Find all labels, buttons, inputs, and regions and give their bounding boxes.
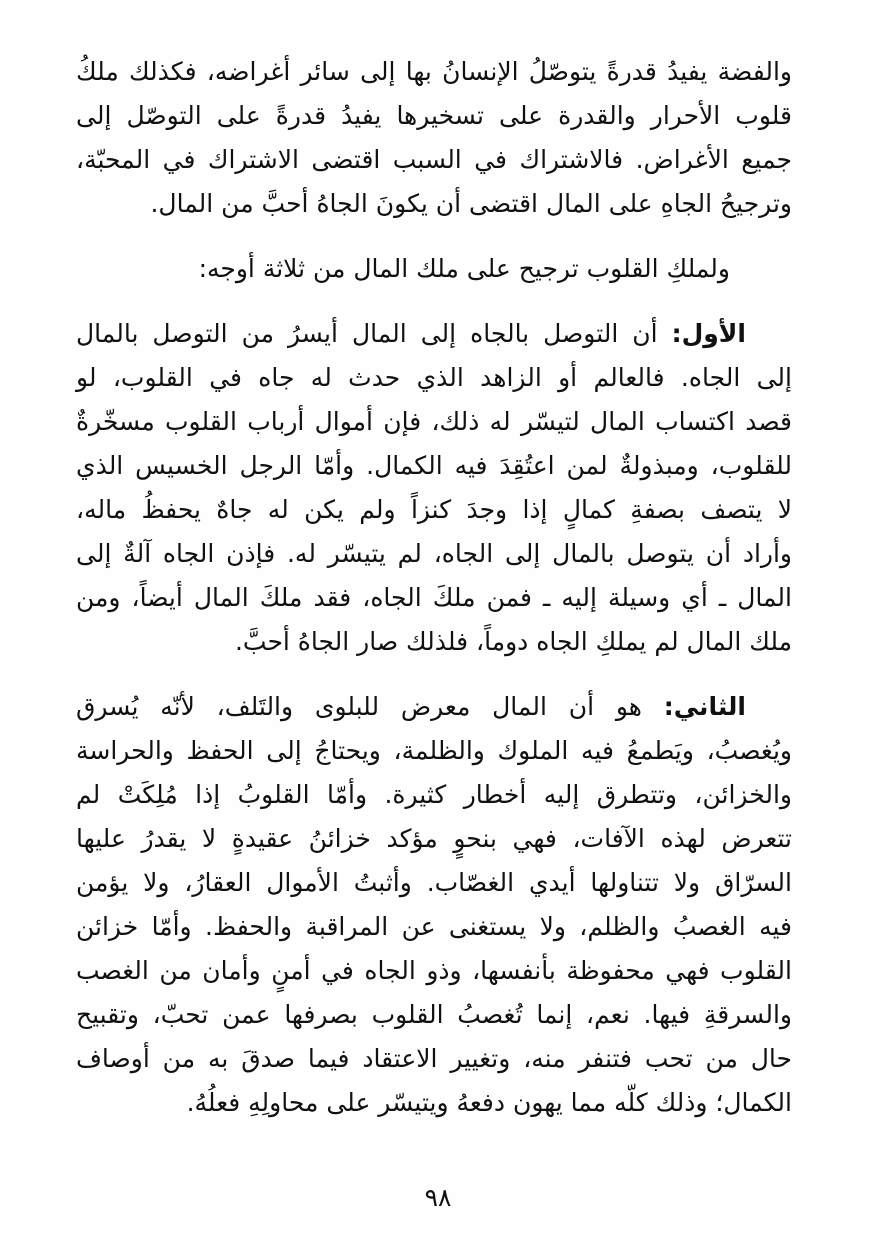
section-lead-first: الأول: [671,319,746,348]
text-line: لا يتصف بصفةِ كمالٍ إذا وجدَ كنزاً ولم يكن له جاهٌ يحفظُ ماله، [76,495,792,524]
text-line: تتعرض لهذه الآفات، فهي بنحوٍ مؤكد خزائنُ عقيدةٍ لا يقدرُ عليها [76,824,792,853]
text-line: والفضة يفيدُ قدرةً يتوصّلُ الإنسانُ بها إلى سائر أغراضه، فكذلك ملكُ [76,57,792,86]
text-line: القلوب فهي محفوظة بأنفسها، وذو الجاه في أمنٍ وأمان من الغصب [76,956,792,985]
text-line [76,312,792,356]
text-line: فيه الغصبُ والظلم، ولا يستغنى عن المراقبة والحفظ. وأمّا خزائن [76,912,792,941]
text-line [76,685,792,729]
paragraph-2 [76,247,792,291]
text-line: قلوب الأحرار والقدرة على تسخيرها يفيدُ قدرةً على التوصّل إلى [76,101,792,130]
text-line: الكمال؛ وذلك كلّه مما يهون دفعهُ ويتيسّر على محاولِهِ فعلُهُ. [186,1088,792,1117]
text-line: وأراد أن يتوصل بالمال إلى الجاه، لم يتيسّر له. فإذن الجاه آلةٌ إلى [76,539,792,568]
paragraph-3-first-point [76,312,792,664]
text-line: إلى الجاه. فالعالم أو الزاهد الذي حدث له جاه في القلوب، لو [76,363,792,392]
section-lead-second: الثاني: [663,692,746,721]
text-line: ولملكِ القلوب ترجيح على ملك المال من ثلاثة أوجه: [198,254,730,283]
text-line: المال ـ أي وسيلة إليه ـ فمن ملكَ الجاه، فقد ملكَ المال أيضاً، ومن [76,583,792,612]
text-line: قصد اكتساب المال لتيسّر له ذلك، فإن أموال أرباب القلوب مسخّرةٌ [76,407,792,436]
page-number: ٩٨ [424,1183,452,1212]
text-line: السرّاق ولا تتناولها أيدي الغصّاب. وأثبتُ الأموال العقارُ، ولا يؤمن [76,868,792,897]
text-line: جميع الأغراض. فالاشتراك في السبب اقتضى الاشتراك في المحبّة، [76,145,792,174]
text-line: والخزائن، وتتطرق إليه أخطار كثيرة. وأمّا القلوبُ إذا مُلِكَتْ لم [76,780,792,809]
text-line: ملك المال لم يملكِ الجاه دوماً، فلذلك صار الجاهُ أحبَّ. [234,627,792,656]
text-line: حال من تحب فتنفر منه، وتغيير الاعتقاد فيما صدقَ به من أوصاف [76,1044,792,1073]
paragraph-4-second-point [76,685,792,1125]
body-text [76,50,792,1146]
text-line-rest: هو أن المال معرض للبلوى والتَلف، لأنّه يُسرق [76,692,642,721]
text-line: ويُغصبُ، ويَطمعُ فيه الملوك والظلمة، ويحتاجُ إلى الحفظ والحراسة [76,736,792,765]
text-line: للقلوب، ومبذولةٌ لمن اعتُقِدَ فيه الكمال. وأمّا الرجل الخسيس الذي [76,451,792,480]
text-line-rest: أن التوصل بالجاه إلى المال أيسرُ من التوصل بالمال [76,319,658,348]
text-line: والسرقةِ فيها. نعم، إنما تُغصبُ القلوب بصرفها عمن تحبّ، وتقبيح [76,1000,792,1029]
text-line: وترجيحُ الجاهِ على المال اقتضى أن يكونَ الجاهُ أحبَّ من المال. [150,189,792,218]
paragraph-1 [76,50,792,226]
